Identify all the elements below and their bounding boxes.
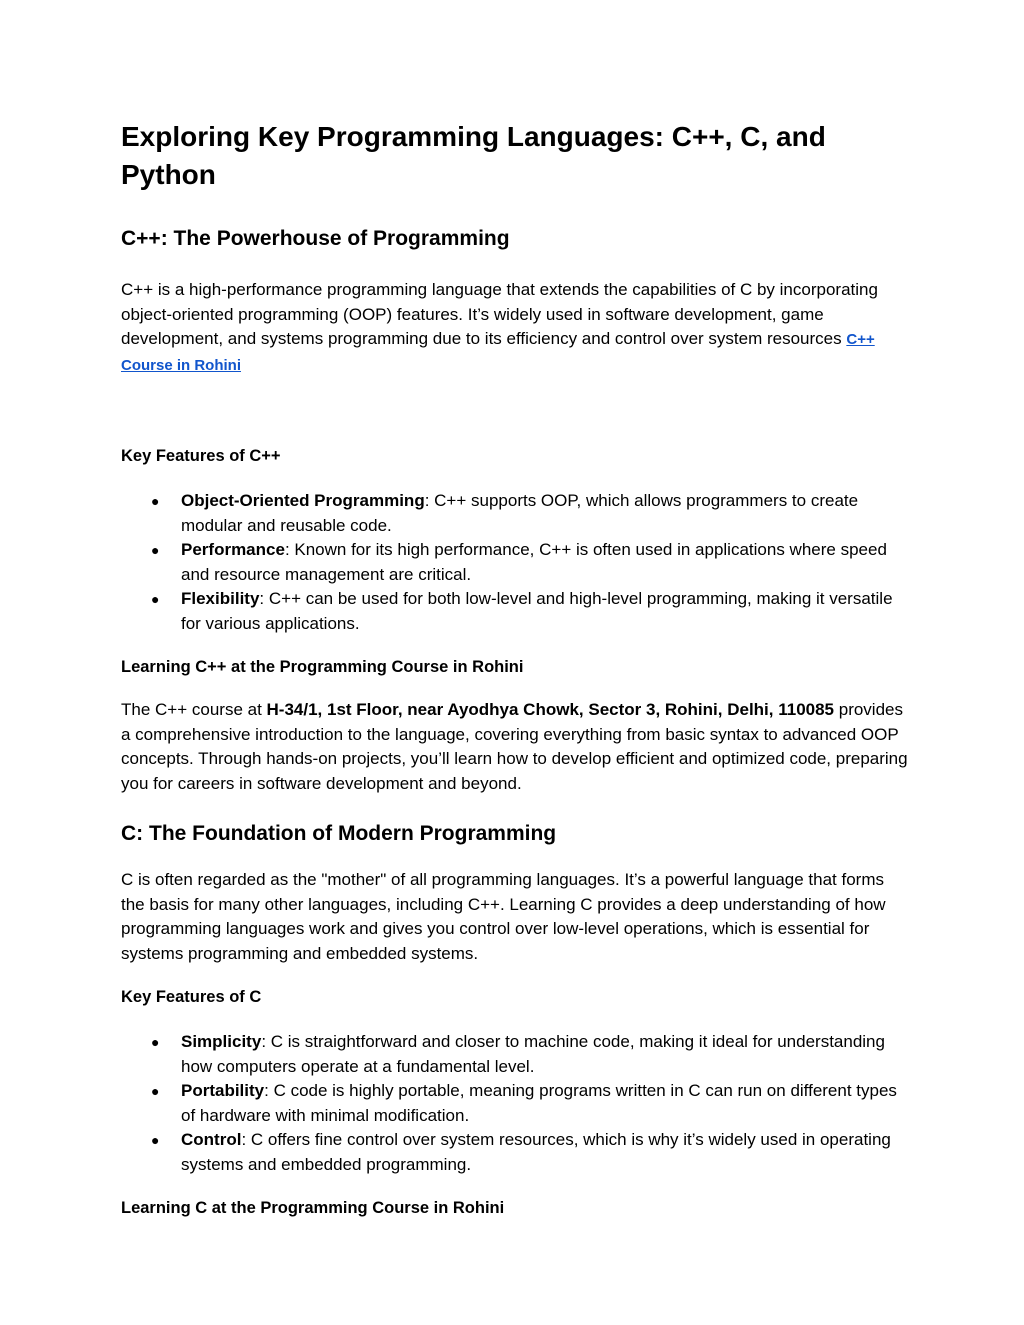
- list-item: [121, 587, 911, 636]
- cpp-intro-text: C++ is a high-performance programming language that extends the capabilities of C by incorporating object-oriented programming (OOP) features. It’s widely used in software development, game development, and systems programming due to its efficiency and control over system resources: [121, 280, 878, 348]
- cpp-intro-paragraph: [121, 278, 911, 378]
- list-item: [121, 1030, 911, 1079]
- cpp-learning-text-start: The C++ course at: [121, 700, 267, 719]
- c-section-heading: C: The Foundation of Modern Programming: [121, 822, 557, 845]
- bullet-icon: ●: [151, 1132, 160, 1148]
- document-title: Exploring Key Programming Languages: C++, C, and Python: [121, 121, 826, 190]
- feature-term: Flexibility: [181, 589, 260, 608]
- cpp-learning-paragraph: [121, 698, 911, 796]
- course-address: H-34/1, 1st Floor, near Ayodhya Chowk, Sector 3, Rohini, Delhi, 110085: [266, 700, 835, 719]
- list-item: [121, 489, 911, 538]
- list-item: [121, 1079, 911, 1128]
- feature-description: : C++ can be used for both low-level and high-level programming, making it versatile for various applications.: [181, 589, 893, 633]
- cpp-learning-heading: Learning C++ at the Programming Course in Rohini: [121, 658, 524, 676]
- c-learning-heading: Learning C at the Programming Course in Rohini: [121, 1199, 505, 1217]
- feature-description: : C code is highly portable, meaning programs written in C can run on different types of hardware with minimal modification.: [181, 1081, 897, 1125]
- c-intro-paragraph: C is often regarded as the "mother" of all programming languages. It’s a powerful language that forms the basis for many other languages, including C++. Learning C provides a deep understanding of how programming languages work and gives you control over low-level operations, which is essential for systems programming and embedded systems.: [121, 870, 886, 963]
- feature-description: : C++ supports OOP, which allows programmers to create modular and reusable code.: [181, 491, 859, 535]
- bullet-icon: ●: [151, 542, 160, 558]
- bullet-icon: ●: [151, 591, 160, 607]
- feature-term: Object-Oriented Programming: [181, 491, 425, 510]
- feature-description: : C offers fine control over system resources, which is why it’s widely used in operating systems and embedded programming.: [181, 1130, 891, 1174]
- document-page: [121, 118, 911, 1219]
- feature-term: Performance: [181, 540, 285, 559]
- list-item: [121, 1128, 911, 1177]
- c-features-heading: Key Features of C: [121, 988, 262, 1006]
- feature-description: : Known for its high performance, C++ is often used in applications where speed and resource management are critical.: [181, 540, 887, 584]
- cpp-learning-text-end: provides a comprehensive introduction to the language, covering everything from basic syntax to advanced OOP concepts. Through hands-on projects, you’ll learn how to develop efficient and optimized code, preparing you for careers in software development and beyond.: [121, 700, 908, 793]
- feature-description: : C is straightforward and closer to machine code, making it ideal for understanding how computers operate at a fundamental level.: [181, 1032, 885, 1076]
- feature-term: Simplicity: [181, 1032, 262, 1051]
- c-features-list: [121, 1030, 911, 1177]
- feature-term: Control: [181, 1130, 242, 1149]
- bullet-icon: ●: [151, 493, 160, 509]
- feature-term: Portability: [181, 1081, 265, 1100]
- bullet-icon: ●: [151, 1034, 160, 1050]
- bullet-icon: ●: [151, 1083, 160, 1099]
- cpp-features-list: [121, 489, 911, 636]
- cpp-section-heading: C++: The Powerhouse of Programming: [121, 227, 510, 250]
- cpp-course-link[interactable]: C++ Course in Rohini: [121, 331, 875, 374]
- cpp-features-heading: Key Features of C++: [121, 447, 281, 465]
- list-item: [121, 538, 911, 587]
